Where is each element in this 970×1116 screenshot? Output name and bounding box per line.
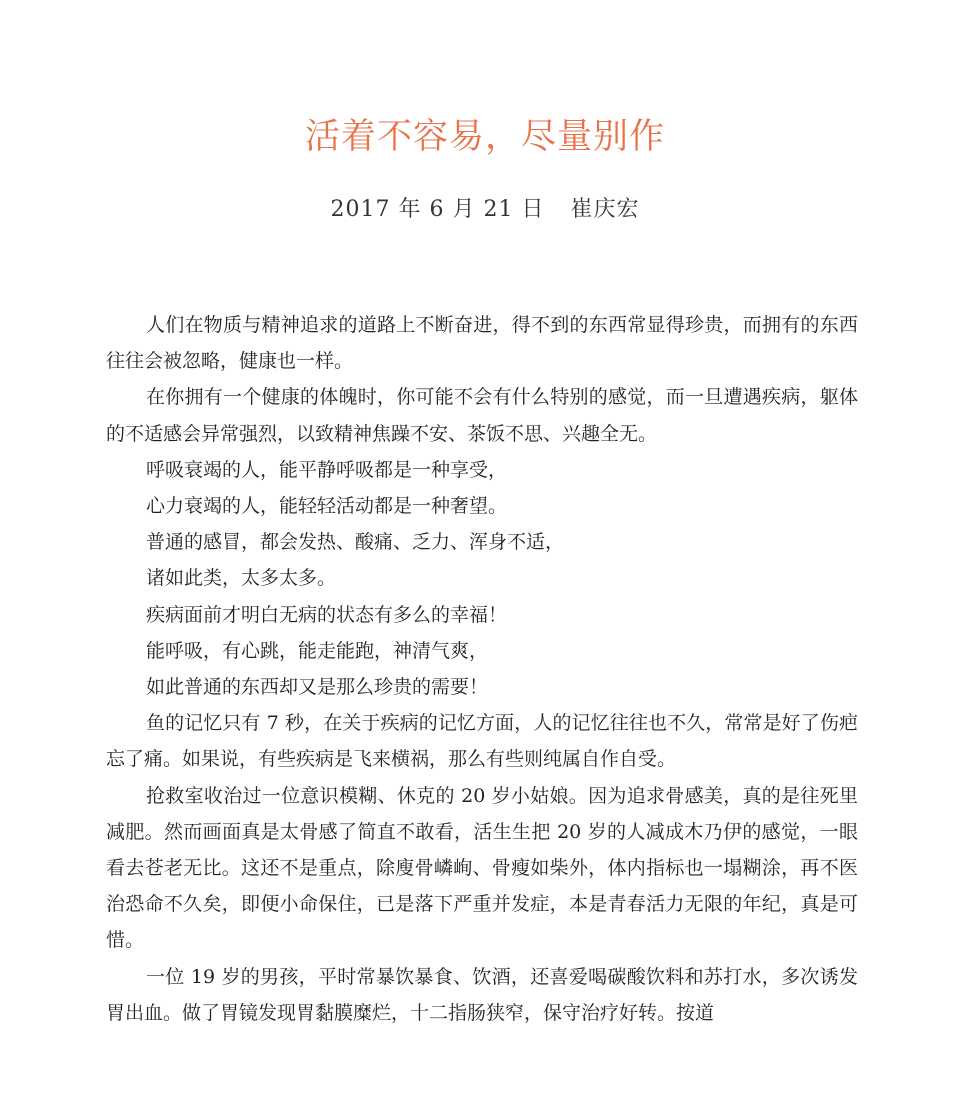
paragraph: 诸如此类，太多太多。 — [146, 567, 337, 590]
article-date: 2017 年 6 月 21 日 — [330, 197, 545, 222]
paragraph: 普通的感冒，都会发热、酸痛、乏力、浑身不适， — [146, 531, 565, 554]
paragraph: 鱼的记忆只有 7 秒，在关于疾病的记忆方面，人的记忆往往也不久，常常是好了伤疤忘了痛。如果说，有些疾病是飞来横祸，那么有些则纯属自作自受。 — [106, 712, 858, 771]
article-author: 崔庆宏 — [570, 197, 640, 222]
article-body — [106, 307, 858, 1031]
paragraph: 抢救室收治过一位意识模糊、休克的 20 岁小姑娘。因为追求骨感美，真的是往死里减肥。然而画面真是太骨感了简直不敢看，活生生把 20 岁的人减成木乃伊的感觉，一眼看去苍老无比。这还不是重点，除廋骨嶙峋、骨瘦如柴外，体内指标也一塌糊涂，再不医治恐命不久矣，即便小命保住，已是落下严重并发症，本是青春活力无限的年纪，真是可惜。 — [106, 784, 858, 952]
paragraph: 一位 19 岁的男孩，平时常暴饮暴食、饮酒，还喜爱喝碳酸饮料和苏打水，多次诱发胃出血。做了胃镜发现胃黏膜糜烂，十二指肠狭窄，保守治疗好转。按道 — [106, 965, 858, 1024]
article-title: 活着不容易，尽量别作 — [304, 117, 665, 157]
paragraph: 呼吸衰竭的人，能平静呼吸都是一种享受， — [146, 458, 508, 481]
article-byline — [0, 192, 970, 228]
paragraph: 人们在物质与精神追求的道路上不断奋进，得不到的东西常显得珍贵，而拥有的东西往往会被忽略，健康也一样。 — [106, 314, 858, 373]
paragraph: 疾病面前才明白无病的状态有多么的幸福！ — [146, 603, 508, 626]
paragraph: 心力衰竭的人，能轻轻活动都是一种奢望。 — [146, 495, 508, 518]
paragraph: 如此普通的东西却又是那么珍贵的需要！ — [146, 676, 489, 699]
paragraph: 能呼吸，有心跳，能走能跑，神清气爽， — [146, 639, 489, 662]
paragraph: 在你拥有一个健康的体魄时，你可能不会有什么特别的感觉，而一旦遭遇疾病，躯体的不适感会异常强烈，以致精神焦躁不安、茶饭不思、兴趣全无。 — [106, 386, 858, 445]
